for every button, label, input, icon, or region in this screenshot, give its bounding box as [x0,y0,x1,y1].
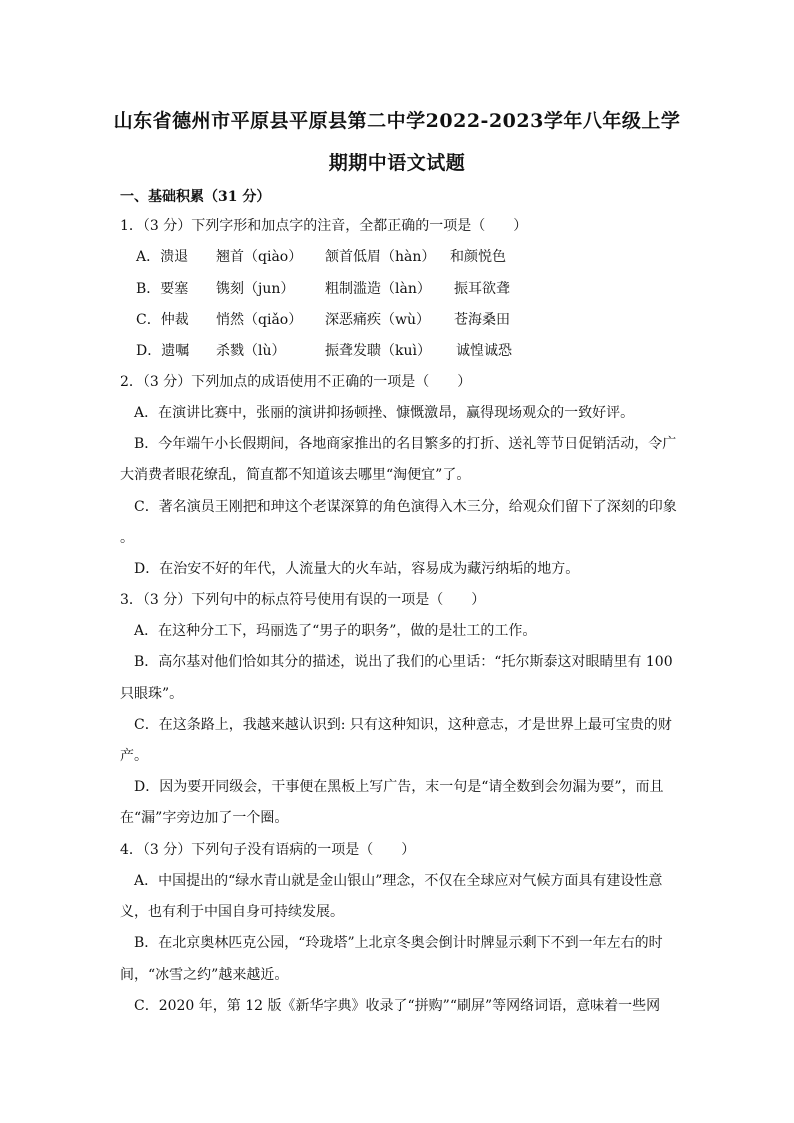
page-title-line1: 山东省德州市平原县平原县第二中学2022-2023学年八年级上学 [113,110,681,132]
option-label: D．遗嘱 [136,343,190,359]
question-4-stem: 4．（3 分）下列句子没有语病的一项是（ ） [120,842,416,858]
question-3-option-c-line1: C．在这条路上，我越来越认识到: 只有这种知识，这种意志，才是世界上最可宝贵的财 [134,717,672,733]
option-word-2: 镌刻（jun） [216,281,295,297]
question-4-option-a-line2: 义，也有利于中国自身可持续发展。 [120,904,344,920]
section-heading: 一、基础积累（31 分） [120,189,271,205]
option-label: C．仲裁 [136,312,189,328]
question-2-option-b-line2: 大消费者眼花缭乱，简直都不知道该去哪里“淘便宜”了。 [120,467,471,483]
question-2-option-b-line1: B．今年端午小长假期间，各地商家推出的名目繁多的打折、送礼等节日促销活动，令广 [134,436,677,452]
option-word-4: 振耳欲聋 [454,281,510,297]
option-word-4: 苍海桑田 [454,312,510,328]
option-label: B．要塞 [136,281,189,297]
question-4-option-a-line1: A．中国提出的“绿水青山就是金山银山”理念，不仅在全球应对气候方面具有建设性意 [134,873,663,889]
option-word-3: 粗制滥造（làn） [325,281,431,297]
option-word-4: 和颜悦色 [450,249,506,265]
option-word-2: 杀戮（lù） [216,343,286,359]
question-3-option-c-line2: 产。 [120,748,148,764]
option-word-2: 悄然（qiǎo） [216,312,303,328]
question-4-option-c-line1: C．2020 年，第 12 版《新华字典》收录了“拼购”“刷屏”等网络词语，意味着一些网 [134,998,661,1014]
question-4-option-b-line1: B．在北京奥林匹克公园，“玲珑塔”上北京冬奥会倒计时牌显示剩下不到一年左右的时 [134,935,663,951]
question-3-option-b-line2: 只眼珠”。 [120,686,184,702]
question-3-option-d-line1: D．因为要开同级会，干事便在黑板上写广告，末一句是“请全数到会勿漏为要”，而且 [134,779,664,795]
question-3-option-a: A．在这种分工下，玛丽选了“男子的职务”，做的是壮工的工作。 [134,623,537,639]
question-3-stem: 3．（3 分）下列句中的标点符号使用有误的一项是（ ） [120,592,486,608]
question-1-stem: 1．（3 分）下列字形和加点字的注音，全都正确的一项是（ ） [120,218,528,234]
option-word-3: 颔首低眉（hàn） [325,249,436,265]
option-word-4: 诚惶诚恐 [456,343,512,359]
question-2-option-d: D．在治安不好的年代，人流量大的火车站，容易成为藏污纳垢的地方。 [134,561,580,577]
question-2-option-c-line1: C．著名演员王刚把和珅这个老谋深算的角色演得入木三分，给观众们留下了深刻的印象 [134,499,677,515]
option-label: A．溃退 [136,249,189,265]
option-word-3: 振聋发聩（kuì） [325,343,431,359]
page-title-line2: 期期中语文试题 [328,152,466,174]
question-2-option-a: A．在演讲比赛中，张丽的演讲抑扬顿挫、慷慨激昂，赢得现场观众的一致好评。 [134,405,635,421]
question-3-option-d-line2: 在“漏”字旁边加了一个圈。 [120,810,289,826]
question-2-stem: 2．（3 分）下列加点的成语使用不正确的一项是（ ） [120,374,472,390]
question-2-option-c-line2: 。 [120,530,134,546]
question-4-option-b-line2: 间，“冰雪之约”越来越近。 [120,967,289,983]
option-word-2: 翘首（qiào） [216,249,303,265]
option-word-3: 深恶痛疾（wù） [325,312,430,328]
question-3-option-b-line1: B．高尔基对他们恰如其分的描述，说出了我们的心里话：“托尔斯泰这对眼睛里有 100 [134,654,673,670]
